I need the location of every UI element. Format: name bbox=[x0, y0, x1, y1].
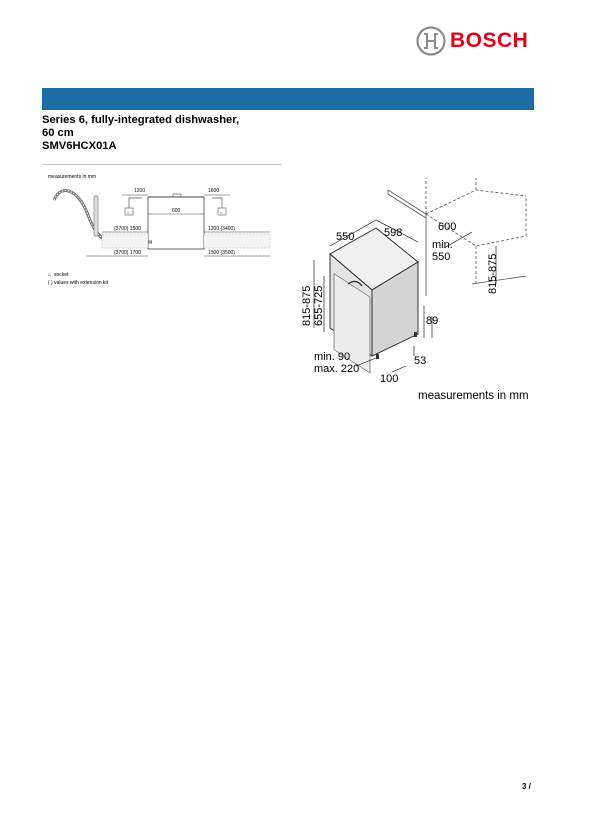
dim-top-right: 1600 bbox=[208, 188, 220, 194]
title-line-2: 60 cm bbox=[42, 127, 74, 139]
dim-panel-height: 655-725 bbox=[313, 285, 325, 326]
dim-niche-height: 815-875 bbox=[487, 253, 499, 294]
dim-right-lower: 1500 (3500) bbox=[208, 250, 235, 256]
measurements-caption: measurements in mm bbox=[418, 390, 529, 402]
dim-right-upper: 1200 (3400) bbox=[208, 226, 235, 232]
product-title bbox=[42, 114, 239, 153]
divider bbox=[42, 164, 282, 165]
dim-niche-min: min. bbox=[432, 239, 453, 251]
dim-53: 53 bbox=[414, 355, 427, 367]
dim-600-niche: 600 bbox=[438, 221, 457, 233]
header-band bbox=[42, 88, 534, 110]
brand-name: BOSCH bbox=[450, 29, 529, 52]
legend-socket: socket bbox=[54, 272, 69, 278]
dim-89: 89 bbox=[426, 315, 439, 327]
model-number: SMV6HCX01A bbox=[42, 140, 117, 152]
dim-niche-550: 550 bbox=[432, 251, 451, 263]
dim-100: 100 bbox=[380, 373, 399, 385]
dim-left-upper: (3700) 1500 bbox=[114, 226, 141, 232]
dim-max-220: max. 220 bbox=[314, 363, 360, 375]
dim-left-lower: (3700) 1700 bbox=[114, 250, 141, 256]
dimension-drawing bbox=[296, 176, 536, 386]
svg-text:⌂: ⌂ bbox=[220, 210, 223, 215]
bosch-armature-icon bbox=[416, 26, 446, 56]
bosch-logo bbox=[416, 26, 528, 56]
dim-width: 600 bbox=[172, 208, 181, 214]
install-heading: measurements in mm bbox=[48, 174, 97, 180]
dim-height-left: 815-875 bbox=[301, 285, 313, 326]
page-number: 3 / bbox=[522, 782, 531, 791]
installation-drawing bbox=[42, 170, 282, 295]
dim-top-left: 1200 bbox=[134, 188, 146, 194]
legend-extension: ( ) values with extension kit bbox=[48, 280, 109, 286]
dim-min-90: min. 90 bbox=[314, 351, 351, 363]
svg-text:⌂: ⌂ bbox=[127, 210, 130, 215]
dim-550-depth: 550 bbox=[336, 231, 355, 243]
title-line-1: Series 6, fully-integrated dishwasher, bbox=[42, 114, 240, 126]
svg-text:⌂: ⌂ bbox=[48, 272, 52, 278]
dim-598-width: 598 bbox=[384, 227, 403, 239]
